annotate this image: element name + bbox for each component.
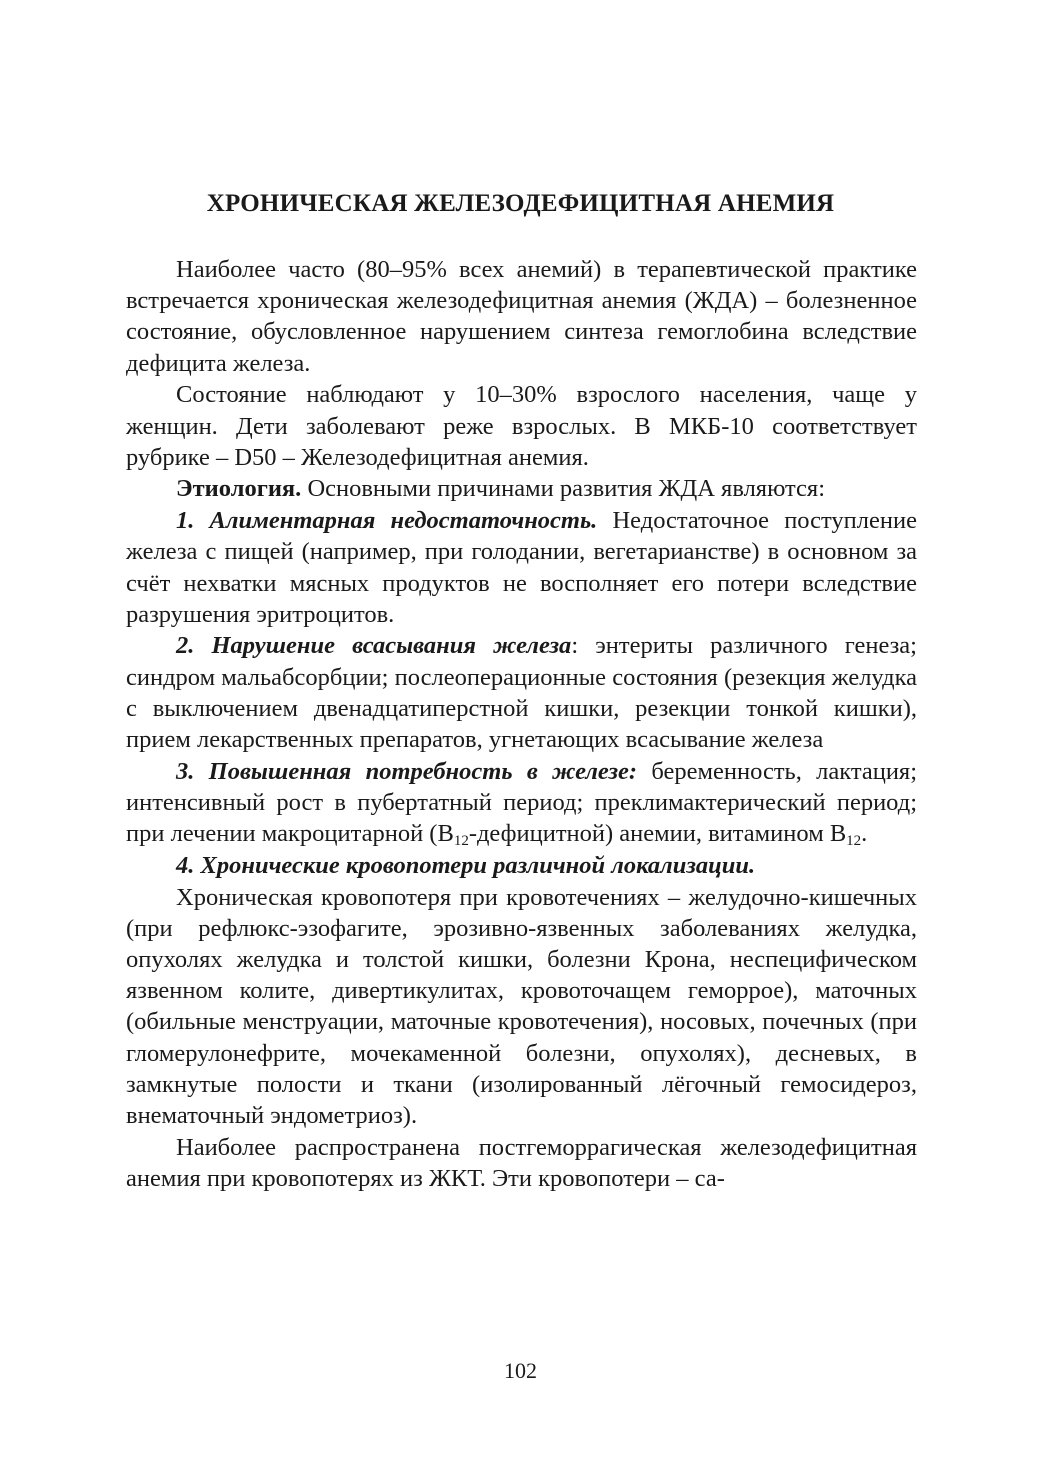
cause-3-text-c: .	[861, 820, 868, 848]
cause-3-text-a: беременность, лактация; интенсивный рост в пубертатный период; преклимактерический период; при лечении макроцитарной (B	[126, 757, 918, 848]
cause-4-heading: 4. Хронические кровопотери различной локализации.	[176, 851, 756, 879]
paragraph-cause-3	[126, 756, 917, 850]
etiology-heading: Этиология.	[176, 475, 302, 503]
cause-3-heading: 3. Повышенная потребность в железе:	[176, 757, 638, 785]
paragraph-etiology	[126, 473, 917, 504]
cause-2-text: : энтериты различного генеза; синдром мальабсорбции; послеоперационные состояния (резекция желудка с выключением двенадцатиперстной кишки, резекции тонкой кишки), прием лекарственных препаратов, угнетающих всасывание железа	[126, 632, 917, 754]
subscript-12-b: 12	[846, 833, 862, 850]
page-number: 102	[504, 1358, 537, 1383]
paragraph-cause-4	[126, 850, 917, 881]
body-text	[126, 254, 917, 1194]
cause-2-heading: 2. Нарушение всасывания железа	[176, 632, 572, 660]
etiology-text: Основными причинами развития ЖДА являются:	[301, 475, 825, 503]
cause-1-text: Недостаточное поступление железа с пищей (например, при голодании, вегетарианстве) в основном за счёт нехватки мясных продуктов не восполняет его потери вследствие разрушения эритроцитов.	[126, 507, 917, 628]
paragraph-posthemorrhagic: Наиболее распространена постгеморрагическая железодефицитная анемия при кровопотерях из ЖКТ. Эти кровопотери – са-	[126, 1133, 917, 1192]
paragraph-cause-1	[126, 505, 917, 630]
paragraph-cause-2	[126, 630, 917, 755]
paragraph-prevalence: Наиболее часто (80–95% всех анемий) в терапевтической практике встречается хроническая железодефицитная анемия (ЖДА) – болезненное состояние, обусловленное нарушением синтеза гемоглобина вследствие дефицита железа.	[126, 256, 917, 377]
subscript-12-a: 12	[453, 833, 469, 850]
paragraph-chronic-blood-loss: Хроническая кровопотеря при кровотечениях – желудочно-кишечных (при рефлюкс-эзофагите, эрозивно-язвенных заболеваниях желудка, опухолях желудка и толстой кишки, болезни Крона, неспецифическом язвенном колите, дивертикулитах, кровоточащем геморрое), маточных (обильные менструации, маточные кровотечения), носовых, почечных (при гломерулонефрите, мочекаменной болезни, опухолях), десневых, в замкнутые полости и ткани (изолированный лёгочный гемосидероз, внематочный эндометриоз).	[126, 883, 917, 1129]
paragraph-epidemiology: Состояние наблюдают у 10–30% взрослого населения, чаще у женщин. Дети заболевают реже взрослых. В МКБ-10 соответствует рубрике – D50 – Железодефицитная анемия.	[126, 381, 917, 471]
page-title: ХРОНИЧЕСКАЯ ЖЕЛЕЗОДЕФИЦИТНАЯ АНЕМИЯ	[206, 190, 835, 217]
cause-3-text-b: -дефицитной) анемии, витамином B	[468, 820, 847, 848]
cause-1-heading: 1. Алиментарная недостаточность.	[176, 507, 598, 535]
